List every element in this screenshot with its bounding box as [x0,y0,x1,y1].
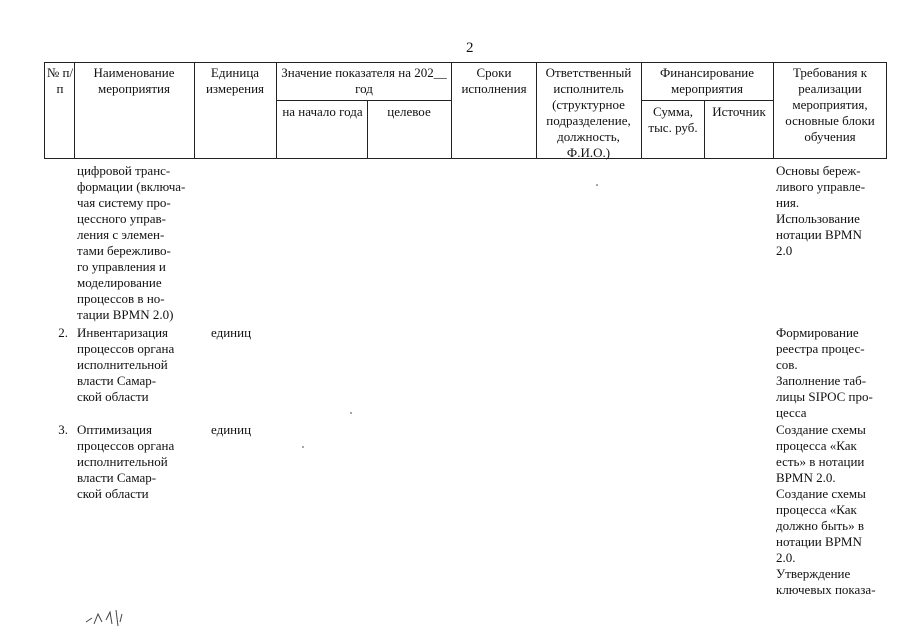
requirements-line: сов. [776,357,798,372]
header-value-target: целевое [387,104,431,119]
value-subheader-line [276,100,451,101]
requirements-line: Заполнение таб- [776,373,867,388]
requirements-line: Формирование [776,325,859,340]
name-line: чая систему про- [77,195,171,210]
col-line [74,62,75,159]
requirements-line: нотации BPMN [776,534,862,549]
name-line: процессов в но- [77,291,165,306]
header-bottom-line [44,158,886,159]
row-name [77,325,189,405]
name-line: исполнительной [77,454,168,469]
col-line [536,62,537,159]
name-line: ской области [77,486,149,501]
handwritten-mark [84,600,144,630]
scan-speck [350,412,352,414]
name-line: тами бережливо- [77,243,171,258]
requirements-line: нотации BPMN [776,227,862,242]
header-unit: Единица измерения [205,65,265,96]
requirements-line: 2.0. [776,550,796,565]
col-line [44,62,45,159]
requirements-line: есть» в нотации [776,454,865,469]
requirements-line: лицы SIPOC про- [776,389,873,404]
name-line: формации (включа- [77,179,186,194]
requirements-line: процесса «Как [776,502,857,517]
requirements-line: Создание схемы [776,422,866,437]
col-line [641,62,642,159]
col-line [194,62,195,159]
header-value-start: на начало года [282,104,363,119]
header-value: Значение показателя на 202__ год [281,65,447,96]
col-line [704,100,705,159]
requirements-line: Утверждение [776,566,851,581]
header-terms: Сроки исполнения [461,65,527,96]
name-line: власти Самар- [77,373,157,388]
requirements-line: цесса [776,405,807,420]
name-line: процессов органа [77,341,175,356]
header-name: Наименование мероприятия [93,65,175,96]
requirements-line: реестра процес- [776,341,865,356]
header-responsible: Ответственный исполнитель (структурное подразделение, должность, Ф.И.О.) [545,65,632,160]
row-num: 2. [58,325,68,340]
name-line: процессов органа [77,438,175,453]
name-line: исполнительной [77,357,168,372]
name-line: Инвентаризация [77,325,168,340]
name-line: власти Самар- [77,470,157,485]
row-unit: единиц [211,422,252,437]
requirements-line: ния. [776,195,800,210]
name-line: тации BPMN 2.0) [77,307,174,322]
scan-speck [302,446,304,448]
header-num: № п/п [46,65,74,96]
col-line [367,100,368,159]
requirements-line: BPMN 2.0. [776,470,836,485]
requirements-line: Создание схемы [776,486,866,501]
name-line: цифровой транс- [77,163,171,178]
requirements-line: 2.0 [776,243,793,258]
name-line: цессного управ- [77,211,167,226]
name-line: моделирование [77,275,162,290]
requirements-line: должно быть» в [776,518,864,533]
row-requirements [776,163,884,259]
financing-subheader-line [641,100,773,101]
name-line: ления с элемен- [77,227,165,242]
page-number: 2 [466,40,474,56]
row-unit: единиц [211,325,252,340]
header-fin-source: Источник [712,104,766,119]
col-line [886,62,887,159]
row-num: 3. [58,422,68,437]
col-line [773,62,774,159]
row-name [77,422,189,502]
scan-speck [596,184,598,186]
requirements-line: Основы береж- [776,163,861,178]
col-line [276,62,277,159]
col-line [451,62,452,159]
name-line: Оптимизация [77,422,152,437]
row-name [77,163,189,323]
row-requirements [776,325,884,421]
name-line: ской области [77,389,149,404]
header-fin-sum: Сумма, тыс. руб. [648,104,698,135]
requirements-line: ключевых показа- [776,582,876,597]
name-line: го управления и [77,259,166,274]
header-requirements: Требования к реализации мероприятия, основные блоки обучения [785,65,875,144]
header-top-line [44,62,886,63]
header-financing: Финансирование мероприятия [659,65,755,96]
requirements-line: ливого управле- [776,179,866,194]
row-requirements [776,422,884,598]
requirements-line: Использование [776,211,860,226]
requirements-line: процесса «Как [776,438,857,453]
